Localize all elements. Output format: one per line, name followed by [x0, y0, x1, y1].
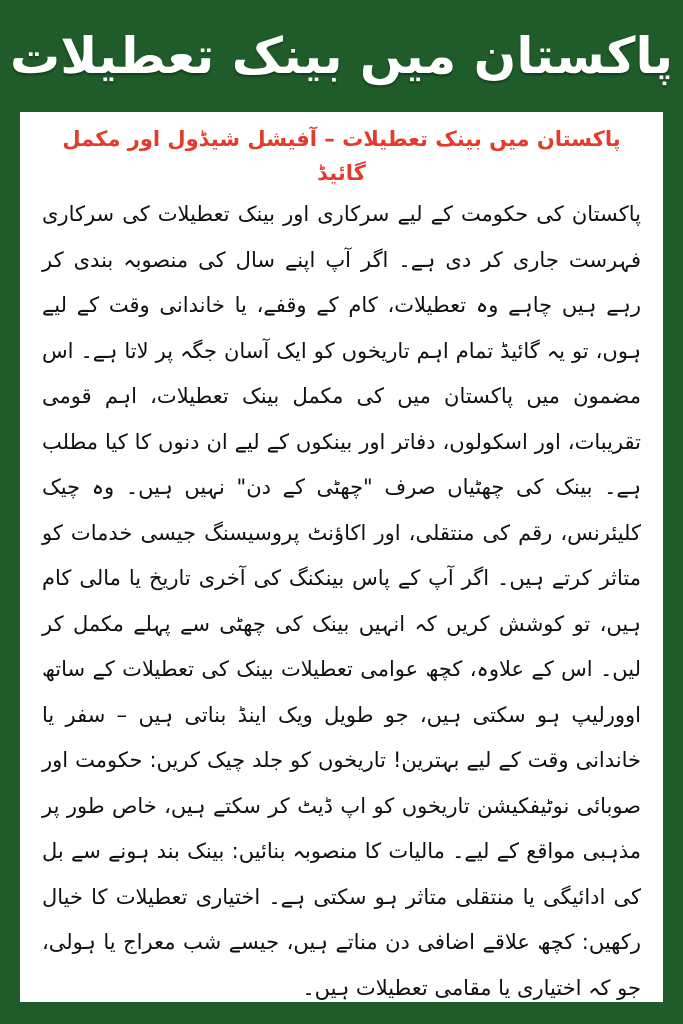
article-subtitle: پاکستان میں بینک تعطیلات – آفیشل شیڈول اور مکمل گائیڈ — [62, 127, 621, 185]
article-body: پاکستان کی حکومت کے لیے سرکاری اور بینک تعطیلات کی سرکاری فہرست جاری کر دی ہے۔ اگر آپ اپنے سال کی منصوبہ بندی کر رہے ہیں چاہے وہ تعطیلات، کام کے وقفے، یا خاندانی وقت کے لیے ہوں، تو یہ گائیڈ تمام اہم تاریخوں کو ایک آسان جگہ پر لاتا ہے۔ اس مضمون میں پاکستان میں کی مکمل بینک تعطیلات، اہم قومی تقریبات، اور اسکولوں، دفاتر اور بینکوں کے لیے ان دنوں کا کیا مطلب ہے۔ بینک کی چھٹیاں صرف "چھٹی کے دن" نہیں ہیں۔ وہ چیک کلیئرنس، رقم کی منتقلی، اور اکاؤنٹ پروسیسنگ جیسی خدمات کو متاثر کرتے ہیں۔ اگر آپ کے پاس بینکنگ کی آخری تاریخ یا مالی کام ہیں، تو کوشش کریں کہ انہیں بینک کی چھٹی سے پہلے مکمل کر لیں۔ اس کے علاوہ، کچھ عوامی تعطیلات بینک کی تعطیلات کے ساتھ اوورلیپ ہو سکتی ہیں، جو طویل ویک اینڈ بناتی ہیں – سفر یا خاندانی وقت کے لیے بہترین! تاریخوں کو جلد چیک کریں: حکومت اور صوبائی نوٹیفکیشن تاریخوں کو اپ ڈیٹ کر سکتے ہیں، خاص طور پر مذہبی مواقع کے لیے۔ مالیات کا منصوبہ بنائیں: بینک بند ہونے سے بل کی ادائیگی یا منتقلی متاثر ہو سکتی ہے۔ اختیاری تعطیلات کا خیال رکھیں: کچھ علاقے اضافی دن مناتے ہیں، جیسے شب معراج یا ہولی، جو کہ اختیاری یا مقامی تعطیلات ہیں۔ — [42, 202, 641, 1000]
page-title: پاکستان میں بینک تعطیلات — [9, 27, 674, 85]
header-banner — [0, 0, 683, 112]
article-card — [20, 112, 663, 1002]
